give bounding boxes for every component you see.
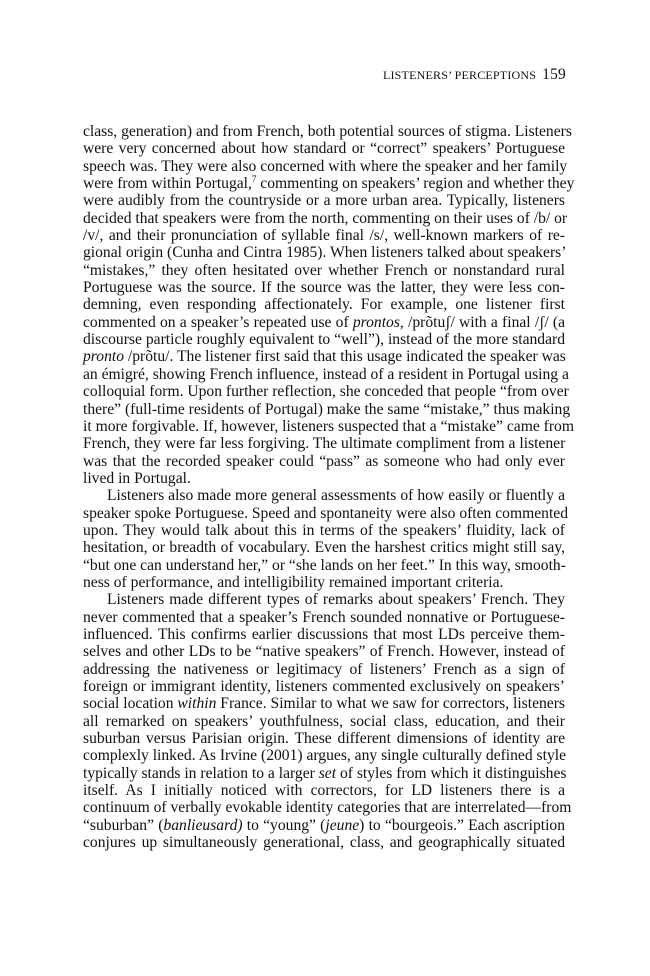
italic-term: set <box>318 764 337 782</box>
text-line: commented on a speaker’s repeated use of prontos, /prõtuʃ/ with a final /ʃ/ (a <box>83 313 565 331</box>
text-line: were from within Portugal,$^7$ commenting on speakers’ region and whether they <box>83 174 575 193</box>
text-line: influenced. This confirms earlier discussions that most LDs perceive them- <box>83 625 565 643</box>
text-line: selves and other LDs to be “native speakers” of French. However, instead of <box>83 643 565 661</box>
text-line: demning, even responding affectionately. For example, one listener first <box>83 296 565 314</box>
text-line: Listeners made different types of remarks about speakers’ French. They <box>107 591 565 609</box>
text-line: an émigré, showing French influence, instead of a resident in Portugal using a <box>83 365 569 383</box>
text-line: addressing the nativeness or legitimacy of listeners’ French as a sign of <box>83 660 565 678</box>
footnote-marker: 7 <box>251 174 257 185</box>
text-line: colloquial form. Upon further reflection, she conceded that people “from over <box>83 383 569 401</box>
text-line: “mistakes,” they often hesitated over whether French or nonstandard rural <box>83 261 565 279</box>
text-line: class, generation) and from French, both potential sources of stigma. Listeners <box>83 123 572 140</box>
italic-term: pronto <box>83 348 125 366</box>
text-line: itself. As I initially noticed with correctors, for LD listeners there is a <box>83 782 565 800</box>
text-line: “but one can understand her,” or “she lands on her feet.” In this way, smooth- <box>83 556 566 574</box>
text-line: discourse particle roughly equivalent to “well”), instead of the more standard <box>83 331 565 349</box>
text-line: continuum of verbally evokable identity categories that are interrelated—from <box>83 799 572 817</box>
text-line: ness of performance, and intelligibility remained important criteria. <box>83 573 504 591</box>
text-line: hesitation, or breadth of vocabulary. Even the harshest critics might still say, <box>83 539 565 557</box>
text-line: /v/, and their pronunciation of syllable final /s/, well-known markers of re- <box>83 227 565 245</box>
text-line: decided that speakers were from the north, commenting on their uses of /b/ or <box>83 209 568 227</box>
text-line: gional origin (Cunha and Cintra 1985). When listeners talked about speakers’ <box>83 244 567 262</box>
italic-term: prontos <box>352 313 400 331</box>
running-title: LISTENERS’ PERCEPTIONS <box>382 68 537 82</box>
text-line: typically stands in relation to a larger set of styles from which it distinguishes <box>83 764 567 782</box>
text-line: was that the recorded speaker could “pass” as someone who had only ever <box>83 452 565 470</box>
text-line: Listeners also made more general assessments of how easily or fluently a <box>107 487 565 505</box>
body-text <box>83 123 575 852</box>
page-number: 159 <box>542 66 566 83</box>
italic-term: within <box>177 695 217 713</box>
text-line: were very concerned about how standard or “correct” speakers’ Portuguese <box>83 140 565 158</box>
text-line: “suburban” (banlieusard) to “young” (jeune) to “bourgeois.” Each ascription <box>83 816 565 834</box>
text-line: never commented that a speaker’s French sounded nonnative or Portuguese- <box>83 608 565 626</box>
text-line: French, they were far less forgiving. The ultimate compliment from a listener <box>83 435 566 453</box>
text-line: Portuguese was the source. If the source was the latter, they were less con- <box>83 279 565 297</box>
text-line: it more forgivable. If, however, listeners suspected that a “mistake” came from <box>83 417 574 435</box>
text-line: foreign or immigrant identity, listeners commented exclusively on speakers’ <box>83 678 565 695</box>
text-line: complexly linked. As Irvine (2001) argues, any single culturally defined style <box>83 747 567 765</box>
text-line: speaker spoke Portuguese. Speed and spontaneity were also often commented <box>83 504 568 522</box>
italic-term: banlieusard) <box>163 816 243 834</box>
text-line: speech was. They were also concerned with where the speaker and her family <box>83 157 568 175</box>
text-line: suburban versus Parisian origin. These different dimensions of identity are <box>83 730 565 748</box>
running-head <box>383 66 566 84</box>
text-line: all remarked on speakers’ youthfulness, social class, education, and their <box>83 712 565 730</box>
text-line: were audibly from the countryside or a more urban area. Typically, listeners <box>83 192 565 210</box>
text-line: there” (full-time residents of Portugal) make the same “mistake,” thus making <box>83 400 571 418</box>
text-line: pronto /prõtu/. The listener first said that this usage indicated the speaker was <box>83 348 566 366</box>
text-line: upon. They would talk about this in terms of the speakers’ fluidity, lack of <box>83 521 565 539</box>
text-line: conjures up simultaneously generational, class, and geographically situated <box>83 834 565 852</box>
text-line: lived in Portugal. <box>83 469 191 487</box>
italic-term: jeune <box>325 816 360 834</box>
text-line: social location within France. Similar to what we saw for correctors, listeners <box>83 695 565 713</box>
